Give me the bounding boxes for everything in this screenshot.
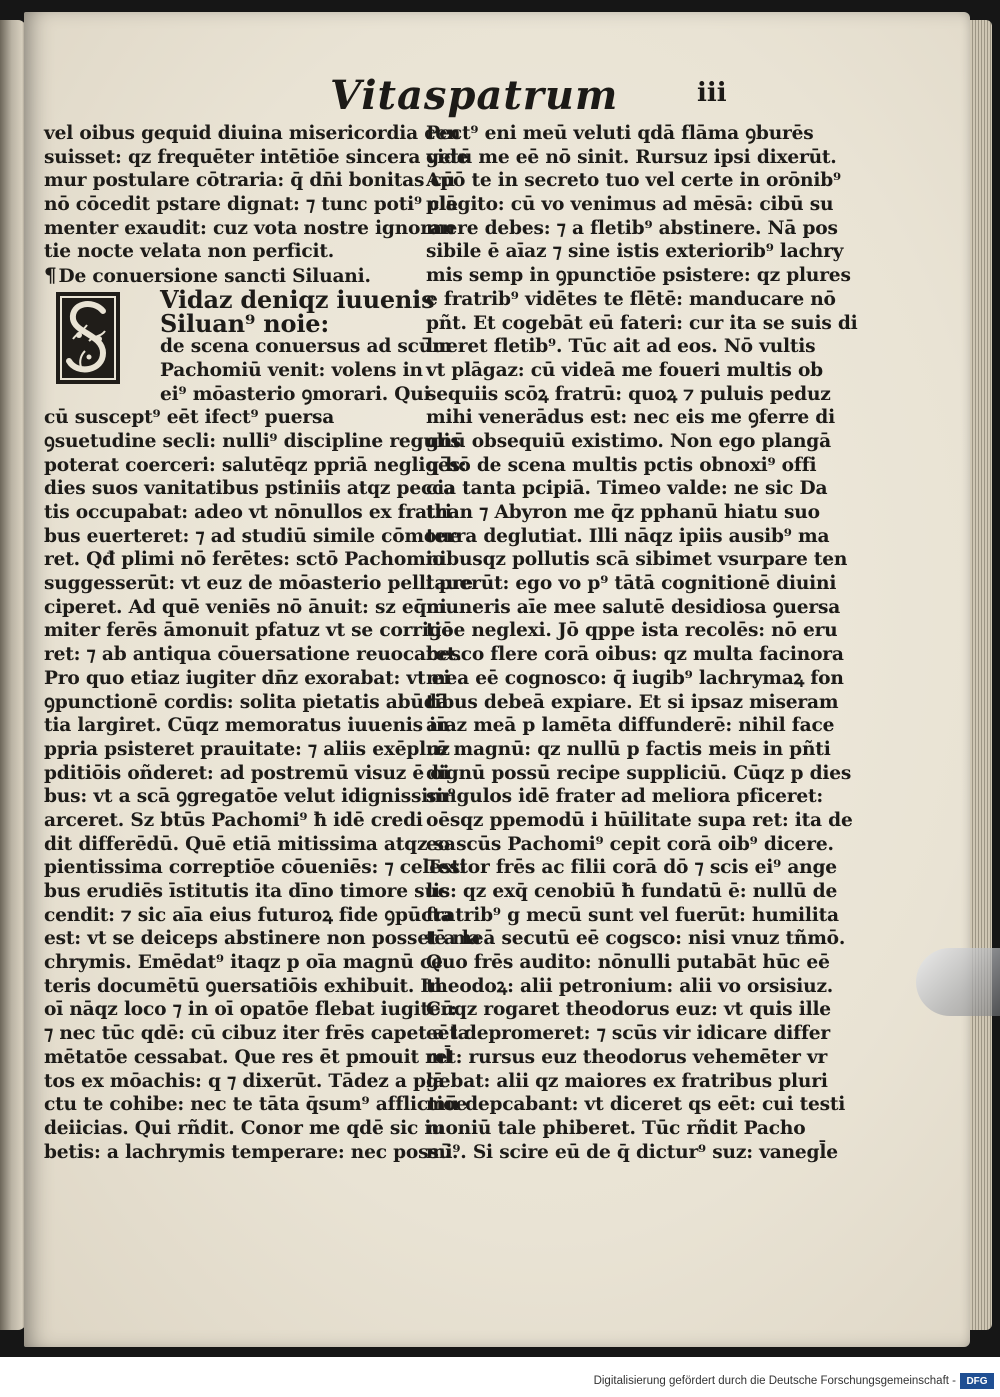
text-line: arceret. Sz btūs Pachomi⁹ ħ idē credi [44, 809, 423, 831]
text-line: deiicias. Qui rñdit. Conor me qdē sic iu [44, 1117, 445, 1139]
text-line: eo scūs Pachomi⁹ cepit corā oib⁹ dicere. [426, 833, 834, 855]
text-line: poterat coerceri: salutēqz ppriā negligēs: [44, 454, 467, 476]
text-line: Testor frēs ac filii corā dō ⁊ scis ei⁹ ange [426, 857, 837, 879]
text-line: besco flere corā oibus: qz multa facinora [426, 644, 844, 666]
text-line: ppria psisteret prauitate: ⁊ aliis exēpluz [44, 738, 450, 760]
text-line: plāgito: cū vo venimus ad mēsā: cibū su [426, 194, 834, 216]
text-line: chrymis. Emēdat⁹ itaqz p oīa magnū ce [44, 952, 443, 974]
right-column-body [426, 122, 858, 1164]
text-line: ⁊ nec tūc qdē: cū cibuz iter frēs capet a la [44, 1023, 470, 1045]
text-line: sequiis scōꝝ fratrū: quoꝝ ⁊ puluis peduz [426, 383, 831, 405]
text-line: fratrib⁹ g mecū sunt vel fuerūt: humilita [426, 904, 839, 926]
decorated-initial-icon [56, 292, 120, 384]
text-line: Pro quo etiaz iugiter dn̄z exorabat: vt ei [44, 667, 451, 689]
text-line: pientissima correptiōe cōueniēs: ⁊ celesti [44, 857, 467, 879]
text-line: ciperet. Ad quē veniēs nō ānuit: sz eq̄ni [44, 596, 447, 618]
text-line: ret: ⁊ ab antiqua cōuersatione reuocaret. [44, 644, 462, 666]
previous-page-edge [0, 20, 26, 1330]
page-clip [916, 948, 1000, 1016]
text-line: tos ex mōachis: q ⁊ dixerūt. Tādez a plā [44, 1070, 445, 1092]
text-line: tibus debeā expiare. Et si ipsaz miseram [426, 691, 839, 713]
text-line: tauerūt: ego vo p⁹ tātā cognitionē diuini [426, 573, 837, 595]
text-line: cendit: ⁊ sic aīa eius futuroꝝ fide ꝯpūcta [44, 904, 453, 926]
text-line: cia tanta pcipiā. Timeo valde: ne sic Da [426, 478, 828, 500]
right-column [426, 122, 858, 1164]
text-line: nibusqz pollutis scā sibimet vsurpare ten [426, 549, 848, 571]
text-line: vel oibus gequid diuina misericordia cen [44, 123, 461, 144]
footer-bar [0, 1357, 1000, 1397]
text-line: oī nāqz loco ⁊ in oī opatōe flebat iugiter: [44, 999, 457, 1021]
text-line: ꝯsuetudine secli: nulli⁹ discipline regulis [44, 430, 461, 452]
text-line: mi⁹. Si scire eū de q̄ dictur⁹ suz: vanegl̄e [426, 1141, 838, 1163]
text-line: tis occupabat: adeo vt nōnullos ex fratri [44, 502, 452, 523]
text-line: bus erudiēs īstitutis ita dīno timore suc [44, 881, 449, 902]
left-column-body [44, 406, 481, 1164]
text-line: gebat: alii qz maiores ex fratribus pluri [426, 1070, 828, 1092]
left-column-intro [44, 122, 469, 264]
text-line: gnū obsequiū existimo. Non ego plangā [426, 430, 831, 452]
text-line: suisset: qz frequēter intētiōe sincera vide [44, 146, 469, 168]
text-line: eēt depromeret: ⁊ scūs vir idicare differ [426, 1023, 830, 1045]
text-line: dit differēdū. Quē etiā mitissima atqz sa [44, 833, 456, 855]
text-line: theodoꝝ: alii petronium: alii vo orsisiuz. [426, 975, 834, 997]
text-line: terra deglutiat. Illi nāqz ipiis ausib⁹ ma [426, 525, 830, 547]
text-line: getū me eē nō sinit. Rursuz ipsi dixerūt. [426, 146, 837, 168]
left-column [44, 122, 481, 1164]
text-line: suggesserūt: vt euz de mōasterio pelli pre [44, 573, 473, 595]
text-line: ret. Qđ plimi nō ferētes: sctō Pachomio [44, 549, 445, 571]
text-line: dignū possū recipe suppliciū. Cūqz p dies [426, 762, 852, 784]
text-line: rē magnū: qz nullū p factis meis in pñti [426, 738, 831, 760]
text-line: est: vt se deiceps abstinere non posset a la [44, 928, 481, 950]
text-line: Cūqz rogaret theodorus euz: vt quis ille [426, 999, 831, 1021]
text-line: vt plāgaz: cū videā me foueri multis ob [426, 359, 823, 381]
text-line: ei⁹ mōasterio ꝯmorari. Qui [160, 383, 431, 405]
text-line: tiōe neglexi. Jō qppe ista recolēs: nō eru [426, 620, 838, 642]
text-line: ꝯpunctionē cordis: solita pietatis abūdā [44, 691, 449, 713]
text-line: bus euerteret: ⁊ ad studiū simile cōmoue [44, 525, 462, 547]
text-line: Vidaz deniqz iuuenis [160, 284, 435, 314]
text-line: sibile ē aīaz ⁊ sine istis exteriorib⁹ lachry [426, 241, 844, 263]
text-line: oēsqz ppemodū i hūilitate supa ret: ita de [426, 809, 853, 831]
text-line: singulos idē frater ad meliora pficeret: [426, 786, 824, 808]
text-line: tie nocte velata non perficit. [44, 241, 334, 263]
text-line: than ⁊ Abyron me q̄z pphanū hiatu suo [426, 502, 820, 523]
text-line: miter ferēs āmonuit pfatuz vt se corrige [44, 620, 454, 642]
text-line: tia largiret. Cūqz memoratus iuuenis in [44, 715, 450, 737]
text-line: mētatōe cessabat. Que res ēt pmouit ml̄ [44, 1046, 452, 1068]
initial-letter-s [59, 295, 117, 381]
text-line: de scena conuersus ad scūm [160, 336, 452, 358]
text-line: teris documētū ꝯuersatiōis exhibuit. In [44, 975, 443, 997]
text-line: Apō te in secreto tuo vel certe in orōnib⁹ [426, 170, 841, 192]
text-line: bus: vt a scā ꝯgregatōe velut idignissim⁹ [44, 786, 456, 808]
text-line: Pachomiū venit: volens in [160, 359, 423, 381]
text-line: aīaz meā p lamēta diffunderē: nihil face [426, 715, 835, 737]
text-line: pditiōis oñderet: ad postremū visuz ē oi [44, 762, 450, 784]
paragraph-mark-icon: ¶ [44, 263, 57, 288]
text-line: nō cōcedit pstare dignat: ⁊ tunc poti⁹ cle [44, 194, 458, 216]
text-line: moniū tale phiberet. Tūc rñdit Pacho [426, 1117, 806, 1139]
dfg-logo-icon: DFG [960, 1373, 994, 1389]
digitization-credit: Digitalisierung gefördert durch die Deutsche Forschungsgemeinschaft - [593, 1375, 956, 1387]
text-line: ret: rursus euz theodorus vehemēter vr [426, 1046, 828, 1068]
text-line: mere debes: ⁊ a fletib⁹ abstinere. Nā pos [426, 217, 838, 239]
text-line: mū depcabant: vt diceret qs eēt: cui testi [426, 1094, 846, 1116]
text-line: muneris aīe mee salutē desidiosa ꝯuersa [426, 596, 841, 618]
running-head: Vitaspatrum [330, 72, 619, 119]
text-line: q hō de scena multis pctis obnoxi⁹ offi [426, 454, 817, 476]
text-line: lis: qz exq̄ cenobiū ħ fundatū ē: nullū de [426, 881, 838, 902]
folio-number: iii [697, 78, 727, 108]
text-line: ctu te cohibe: nec te tāta q̄sum⁹ afflictiōe [44, 1094, 468, 1116]
text-line: Pect⁹ eni meū veluti qdā flāma ꝯburēs [426, 123, 814, 144]
text-line: Siluan⁹ noie: [160, 308, 329, 338]
text-line: lueret fletib⁹. Tūc ait ad eos. Nō vultis [426, 336, 816, 358]
text-line: betis: a lachrymis temperare: nec possū. [44, 1141, 459, 1163]
text-line: dies suos vanitatibus pstiniis atqz pecca [44, 478, 456, 500]
text-line: menter exaudit: cuz vota nostre ignoran [44, 217, 455, 239]
text-line: Quo frēs audito: nōnulli putabāt hūc eē [426, 952, 830, 974]
text-line: mis semp in ꝯpunctiōe psistere: qz plures [426, 265, 851, 287]
text-line: mihi venerādus est: nec eis me ꝯferre di [426, 407, 835, 429]
rubric-text: De conuersione sancti Siluani. [58, 266, 371, 288]
text-line: mur postulare cōtraria: q̄ dn̄i bonitas cū [44, 170, 455, 192]
text-line: pñt. Et cogebāt eū fateri: cur ita se suis di [426, 312, 858, 334]
text-line: e fratrib⁹ vidētes te flētē: manducare nō [426, 288, 836, 310]
text-line: cū suscept⁹ eēt ifect⁹ puersa [44, 407, 335, 429]
text-line: tē meā secutū eē cogsco: nisi vnuz tñmō. [426, 928, 846, 950]
text-line: mea eē cognosco: q̄ iugib⁹ lachrymaꝝ fon [426, 667, 844, 689]
